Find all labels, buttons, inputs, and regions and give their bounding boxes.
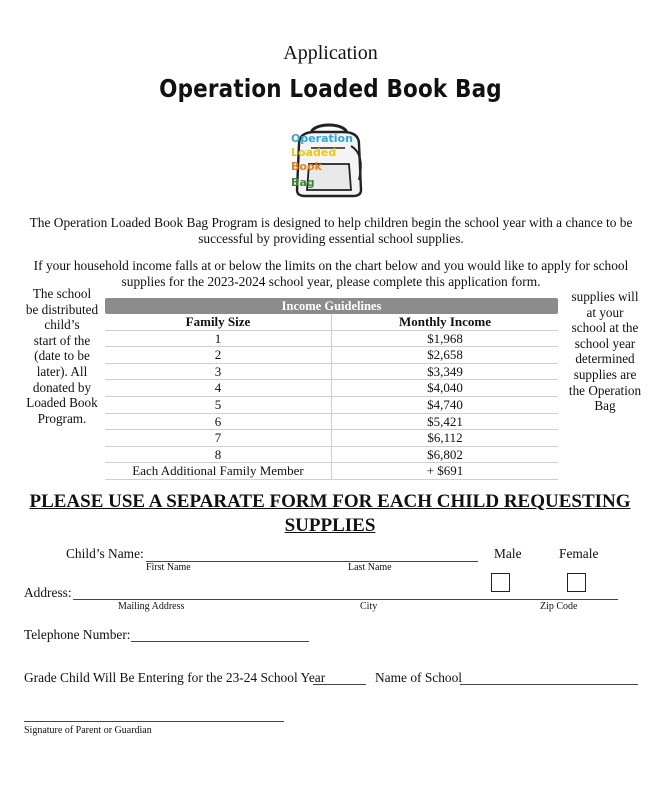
female-checkbox[interactable] <box>567 573 586 592</box>
eligibility-paragraph: If your household income falls at or below the limits on the chart below and you would like to apply for school supplies for the 2023-2024 school year, please complete this application form. <box>33 258 629 289</box>
table-row <box>105 380 558 397</box>
table-row <box>105 414 558 431</box>
income-cell: $3,349 <box>427 363 463 379</box>
side-left-line: (date to be <box>34 348 90 364</box>
income-cell: $6,802 <box>427 446 463 462</box>
childs-name-label: Child’s Name: <box>66 546 144 561</box>
table-row <box>105 347 558 364</box>
family-size-cell: 7 <box>105 430 332 446</box>
family-size-cell: 3 <box>105 364 332 380</box>
warning-line-2: SUPPLIES <box>284 515 376 536</box>
telephone-field[interactable] <box>131 641 309 642</box>
income-cell: $4,040 <box>427 380 463 396</box>
side-left-line: be distributed <box>25 301 99 317</box>
page-title: Operation Loaded Book Bag <box>159 74 502 103</box>
first-name-caption: First Name <box>146 562 191 573</box>
table-row <box>105 430 558 447</box>
page-subtitle: Application <box>283 42 378 64</box>
separate-form-warning <box>20 490 640 538</box>
side-right-line: school year <box>574 335 636 351</box>
column-header-family-size: Family Size <box>105 314 332 330</box>
income-cell: $5,421 <box>427 413 463 429</box>
table-header-row <box>105 314 558 331</box>
side-left-line: Loaded Book <box>26 395 98 411</box>
female-label: Female <box>559 546 599 561</box>
school-name-field[interactable] <box>460 684 638 685</box>
family-size-cell: Each Additional Family Member <box>105 463 332 479</box>
mailing-address-caption: Mailing Address <box>118 601 185 612</box>
income-cell: $4,740 <box>427 396 463 412</box>
family-size-cell: 2 <box>105 347 332 363</box>
side-right-line: supplies will <box>571 289 639 304</box>
column-header-monthly-income: Monthly Income <box>398 314 492 329</box>
side-text-right <box>565 289 645 414</box>
childs-name-field[interactable] <box>146 561 478 562</box>
side-left-line: start of the <box>33 332 91 348</box>
male-label: Male <box>494 546 522 561</box>
last-name-caption: Last Name <box>348 562 392 573</box>
svg-text:Loaded: Loaded <box>291 146 337 159</box>
side-right-line: school at the <box>571 320 639 336</box>
income-cell: $6,112 <box>427 430 463 446</box>
side-left-line: later). All <box>36 363 88 379</box>
grade-field[interactable] <box>313 684 366 685</box>
family-size-cell: 4 <box>105 380 332 396</box>
male-checkbox[interactable] <box>491 573 510 592</box>
svg-text:Operation: Operation <box>291 132 353 145</box>
intro-paragraph: The Operation Loaded Book Bag Program is designed to help children begin the school year with a chance to be successful by providing essential school supplies. <box>29 215 633 246</box>
signature-field[interactable] <box>24 721 284 722</box>
side-right-line: determined <box>575 351 635 367</box>
family-size-cell: 8 <box>105 447 332 463</box>
signature-caption: Signature of Parent or Guardian <box>24 725 152 736</box>
side-right-line: Bag <box>594 398 616 414</box>
city-caption: City <box>360 601 378 612</box>
address-field[interactable] <box>73 599 618 600</box>
address-label: Address: <box>24 585 72 600</box>
family-size-cell: 6 <box>105 414 332 430</box>
income-cell: + $691 <box>426 463 464 479</box>
grade-label: Grade Child Will Be Entering for the 23-24 School Year <box>24 670 326 685</box>
side-right-line: at your <box>586 304 624 320</box>
side-left-line: Program. <box>37 410 87 426</box>
table-row <box>105 331 558 348</box>
table-row <box>105 364 558 381</box>
warning-line-1: PLEASE USE A SEPARATE FORM FOR EACH CHILD REQUESTING <box>29 491 631 512</box>
table-row <box>105 463 558 480</box>
income-cell: $1,968 <box>427 330 463 346</box>
side-left-line: The school <box>32 286 92 301</box>
income-cell: $2,658 <box>427 347 463 363</box>
zip-code-caption: Zip Code <box>540 601 578 612</box>
svg-text:Bag: Bag <box>291 176 315 189</box>
side-left-line: donated by <box>32 379 92 395</box>
svg-text:Book: Book <box>291 160 322 173</box>
family-size-cell: 1 <box>105 331 332 347</box>
backpack-icon <box>285 118 373 198</box>
family-size-cell: 5 <box>105 397 332 413</box>
table-title: Income Guidelines <box>105 298 558 314</box>
telephone-label: Telephone Number: <box>24 627 131 642</box>
school-name-label: Name of School <box>375 670 463 685</box>
side-right-line: the Operation <box>568 382 642 398</box>
income-guidelines-table <box>105 298 558 480</box>
table-row <box>105 447 558 464</box>
table-row <box>105 397 558 414</box>
book-bag-logo <box>285 118 373 198</box>
side-text-left <box>22 286 102 426</box>
side-right-line: supplies are <box>573 366 637 382</box>
side-left-line: child’s <box>44 317 80 333</box>
